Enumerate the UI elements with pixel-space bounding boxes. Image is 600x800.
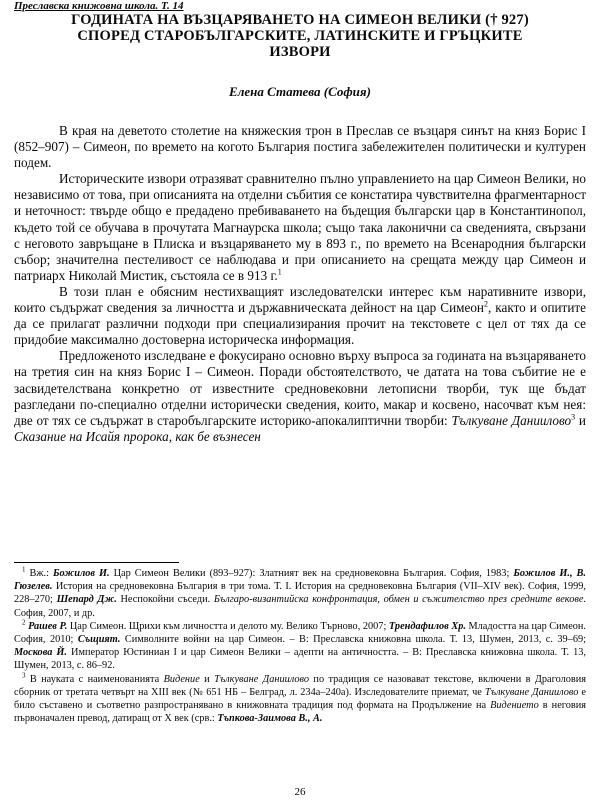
footnote-ref-2[interactable]: 2	[483, 299, 488, 309]
footnote-2-author-4: Москова Й.	[14, 647, 68, 659]
footnote-1-number: 1	[22, 565, 26, 574]
footnote-3-author-1: Тъпкова-Заимова В., А.	[217, 713, 323, 725]
article-body	[14, 123, 586, 445]
footnote-2-text: Император Юстиниан I и цар Симеон Велики – адепти на античността. – В: Преславска книжовна школа. Т. 13, Шумен, 2013, с. 86–92.	[14, 647, 586, 672]
paragraph-4	[14, 348, 586, 445]
footnote-2-number: 2	[22, 618, 26, 627]
footnote-3-text: в неговия първоначален превод, датиращ от X век (срв.:	[14, 700, 586, 725]
footnote-1-text: Вж.:	[29, 568, 53, 579]
footnote-1-text: Неспокойни съседи.	[116, 594, 214, 606]
running-header: Преславска книжовна школа. Т. 14	[14, 0, 184, 12]
footnotes	[14, 567, 586, 725]
title-line-2: СПОРЕД СТАРОБЪЛГАРСКИТЕ, ЛАТИНСКИТЕ И ГРЪЦКИТЕ	[77, 28, 523, 44]
footnote-2-author-2: Трендафилов Хр.	[388, 620, 466, 632]
footnote-1-author-3: Шепард Дж.	[56, 594, 117, 606]
paragraph-3-text-a: В този план е обясним нестихващият изследователски интерес към наративните извори, които съдържат сведения за личността и държавническата дейност на цар Симеон	[14, 283, 586, 316]
footnote-3-italic: Видението	[490, 700, 539, 712]
footnote-2	[14, 620, 586, 673]
footnote-1-text: Цар Симеон Велики (893–927): Златният век на средновековна България. София, 1983;	[109, 568, 514, 579]
footnote-3-italic: Тълкуване Даниилово	[484, 686, 579, 698]
footnote-3-text: В науката с наименованията	[25, 673, 164, 685]
footnote-3-number: 3	[22, 671, 26, 680]
paragraph-2-text: Историческите извори отразяват сравнително пълно управлението на цар Симеон Велики, но независимо от това, при описанията на отделни събития се констатира чувствителна фрагментарност и неточност: твърде общо е предадено пребиваването на бъдещия български цар в Константинопол, където той се обучава в прочутата Магнаурска школа; също така лаконични са сведенията, свързани с неговото завръщане в Плиска и възцаряването му в 893 г., по времето на Всенародния български събор; значителна пестеливост се наблюдава и при описанието на срещата между цар Симеон и патриарх Николай Мистик, състояла се в 913 г.	[14, 171, 586, 283]
footnote-3	[14, 673, 586, 726]
footnote-ref-1[interactable]: 1	[277, 267, 282, 277]
paragraph-3-text-b: , както и опитите да се прилагат различни подходи при специализирания прочит на текстовете с цел от тях да се придобие максимално достоверна историческа информация.	[14, 300, 586, 348]
footnote-3-text: и	[199, 673, 215, 685]
footnote-1	[14, 567, 586, 620]
footnote-3-italic: Видение	[163, 673, 200, 685]
paragraph-2	[14, 171, 586, 284]
footnote-2-text: Цар Симеон. Щрихи към личността и делото му. Велико Търново, 2007;	[67, 620, 389, 632]
paragraph-1: В края на деветото столетие на княжеския трон в Преслав се възцаря синът на княз Борис I (852–907) – Симеон, по времето на когото България постига забележителен политически и културен подем.	[14, 123, 586, 171]
title-line-3: ИЗВОРИ	[269, 44, 331, 60]
paragraph-3	[14, 284, 586, 348]
footnote-1-author-2: Божилов И., В. Гюзелев.	[14, 568, 586, 593]
work-title-skazanie: Сказание на Исайя пророка, как бе възнесен	[14, 428, 261, 444]
title-line-1: ГОДИНАТА НА ВЪЗЦАРЯВАНЕТО НА СИМЕОН ВЕЛИКИ († 927)	[71, 12, 529, 28]
footnote-1-text: . София, 2007, и др.	[14, 594, 586, 619]
footnote-1-italic-title: Българо-византийска конфронтация, обмен и съжителство през средните векове	[213, 594, 584, 606]
footnote-2-author-3: Същият.	[77, 634, 121, 646]
article-title	[0, 12, 600, 60]
footnote-2-text: Символните войни на цар Симеон. – В: Преславска книжовна школа. Т. 13, Шумен, 2013, с. 39–69;	[120, 634, 586, 646]
footnote-1-text: История на средновековна България в три тома. Т. I. История на средновековна България (VII–XIV век). София, 1999, 228–270;	[14, 581, 586, 606]
footnote-2-author-1: Рашев Р.	[28, 620, 68, 632]
paragraph-4-text-mid: и	[575, 412, 586, 428]
footnote-3-text: по традиция се назовават текстове, включени в Драголовия сборник от третата четвърт на XIII век (№ 651 НБ – Белград, л. 234а–240а). Изследователите приемат, че	[14, 673, 586, 698]
author-line: Елена Статева (София)	[229, 84, 371, 99]
work-title-tulkuvane: Тълкуване Даниилово	[451, 412, 572, 428]
footnote-divider	[14, 562, 179, 563]
footnote-3-italic: Тълкуване Даниилово	[214, 673, 310, 685]
page-number: 26	[294, 786, 306, 798]
footnote-1-author-1: Божилов И.	[52, 568, 110, 579]
footnote-ref-3[interactable]: 3	[571, 412, 576, 422]
paragraph-4-text-a: Предложеното изследване е фокусирано основно върху въпроса за годината на възцаряването на третия син на княз Борис I – Симеон. Поради обстоятелството, че датата на това събитие не е засвидетелствана конкретно от известните средновековни летописни творби, тук ще бъдат разгледани по-специално отделни исторически сведения, които, макар и косвено, насочват към нея: две от тях се съдържат в старобългарските историко-апокалиптични творби:	[14, 348, 586, 428]
footnote-2-text: Младостта на цар Симеон. София, 2010;	[14, 620, 587, 646]
footnote-3-text: е било съставено и съответно разпространявано в книжовната традиция под формата на Продължение на	[14, 686, 586, 712]
